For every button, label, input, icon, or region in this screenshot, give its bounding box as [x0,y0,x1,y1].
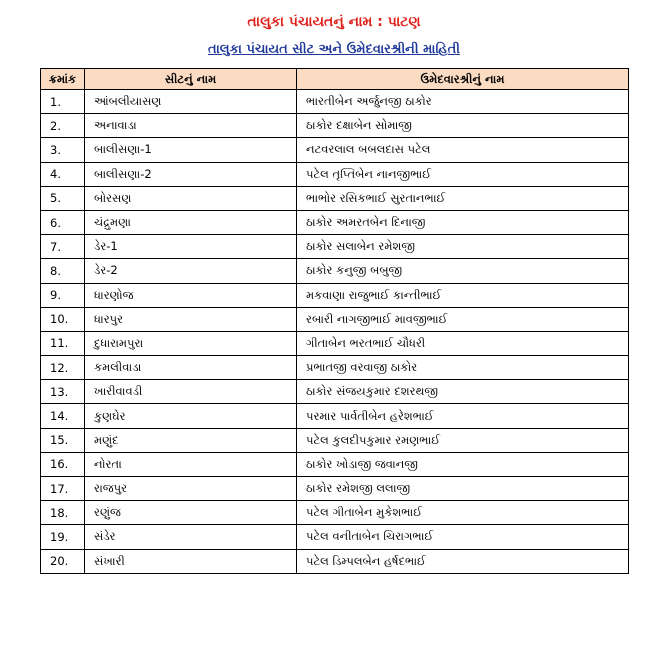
cell-candidate-name: નટવરલાલ બબલદાસ પટેલ [297,138,629,162]
cell-serial: 20. [41,549,85,573]
cell-serial: 1. [41,90,85,114]
cell-seat-name: કુણઘેર [85,404,297,428]
candidates-table [40,68,629,574]
cell-candidate-name: ઠાકોર રમેશજી લલાજી [297,477,629,501]
cell-serial: 11. [41,331,85,355]
cell-seat-name: બાલીસણા-2 [85,162,297,186]
cell-candidate-name: પટેલ તૃપ્તિબેન નાનજીભાઈ [297,162,629,186]
cell-serial: 14. [41,404,85,428]
cell-serial: 12. [41,356,85,380]
table-row [41,283,629,307]
cell-serial: 18. [41,501,85,525]
cell-seat-name: બાલીસણા-1 [85,138,297,162]
cell-seat-name: અનાવાડા [85,114,297,138]
cell-serial: 3. [41,138,85,162]
cell-candidate-name: પટેલ વનીતાબેન ચિરાગભાઈ [297,525,629,549]
cell-seat-name: આંબલીયાસણ [85,90,297,114]
cell-candidate-name: રબારી નાગજીભાઈ માવજીભાઈ [297,307,629,331]
cell-serial: 6. [41,210,85,234]
cell-candidate-name: ઠાકોર દક્ષાબેન સોમાજી [297,114,629,138]
cell-candidate-name: પરમાર પાર્વતીબેન હરેશભાઈ [297,404,629,428]
cell-candidate-name: ગીતાબેન ભરતભાઈ ચૌધરી [297,331,629,355]
table-row [41,259,629,283]
cell-seat-name: કમલીવાડા [85,356,297,380]
cell-candidate-name: ભારતીબેન અર્જુનજી ઠાકોર [297,90,629,114]
cell-serial: 15. [41,428,85,452]
cell-candidate-name: પટેલ કુલદીપકુમાર રમણભાઈ [297,428,629,452]
cell-seat-name: મણુંદ [85,428,297,452]
cell-seat-name: રાજપુર [85,477,297,501]
cell-serial: 10. [41,307,85,331]
cell-candidate-name: ભાભોર રસિકભાઈ સુરતાનભાઈ [297,186,629,210]
cell-seat-name: બોરસણ [85,186,297,210]
table-row [41,114,629,138]
page-title: તાલુકા પંચાયતનું નામ : પાટણ [247,14,421,30]
table-row [41,307,629,331]
table-row [41,380,629,404]
column-header-seat: સીટનું નામ [85,69,297,90]
cell-candidate-name: ઠાકોર સંજયકુમાર દશરથજી [297,380,629,404]
cell-candidate-name: ઠાકોર સલાબેન રમેશજી [297,235,629,259]
table-row [41,404,629,428]
table-row [41,210,629,234]
table-row [41,90,629,114]
page-subtitle: તાલુકા પંચાયત સીટ અને ઉમેદવારશ્રીની માહિતી [207,42,460,57]
cell-seat-name: ધારપુર [85,307,297,331]
table-header-row [41,69,629,90]
table-row [41,138,629,162]
cell-candidate-name: પટેલ ગીતાબેન મુકેશભાઈ [297,501,629,525]
cell-candidate-name: ઠાકોર અમરતબેન દિનાજી [297,210,629,234]
table-row [41,162,629,186]
cell-serial: 2. [41,114,85,138]
table-row [41,356,629,380]
table-row [41,525,629,549]
cell-serial: 8. [41,259,85,283]
table-row [41,501,629,525]
cell-serial: 17. [41,477,85,501]
cell-seat-name: નોરતા [85,452,297,476]
cell-seat-name: સંખારી [85,549,297,573]
cell-serial: 19. [41,525,85,549]
table-row [41,428,629,452]
cell-candidate-name: પ્રભાતજી વરવાજી ઠાકોર [297,356,629,380]
column-header-serial: ક્રમાંક [41,69,85,90]
cell-candidate-name: ઠાકોર ખોડાજી જવાનજી [297,452,629,476]
cell-seat-name: ધારણોજ [85,283,297,307]
table-row [41,477,629,501]
cell-seat-name: ખારીવાવડી [85,380,297,404]
table-row [41,452,629,476]
cell-seat-name: ચંદ્રુમણા [85,210,297,234]
table-row [41,549,629,573]
cell-candidate-name: મકવાણા રાજુભાઈ કાન્તીભાઈ [297,283,629,307]
table-row [41,235,629,259]
cell-seat-name: દુધારામપુરા [85,331,297,355]
column-header-candidate: ઉમેદવારશ્રીનું નામ [297,69,629,90]
cell-serial: 4. [41,162,85,186]
cell-serial: 9. [41,283,85,307]
table-row [41,331,629,355]
cell-serial: 13. [41,380,85,404]
cell-candidate-name: ઠાકોર કનુજી બબુજી [297,259,629,283]
cell-seat-name: રણુંજ [85,501,297,525]
cell-seat-name: ડેર-2 [85,259,297,283]
cell-serial: 7. [41,235,85,259]
cell-candidate-name: પટેલ ડિમ્પલબેન હર્ષદભાઈ [297,549,629,573]
table-row [41,186,629,210]
cell-seat-name: સંડેર [85,525,297,549]
cell-seat-name: ડેર-1 [85,235,297,259]
cell-serial: 16. [41,452,85,476]
cell-serial: 5. [41,186,85,210]
